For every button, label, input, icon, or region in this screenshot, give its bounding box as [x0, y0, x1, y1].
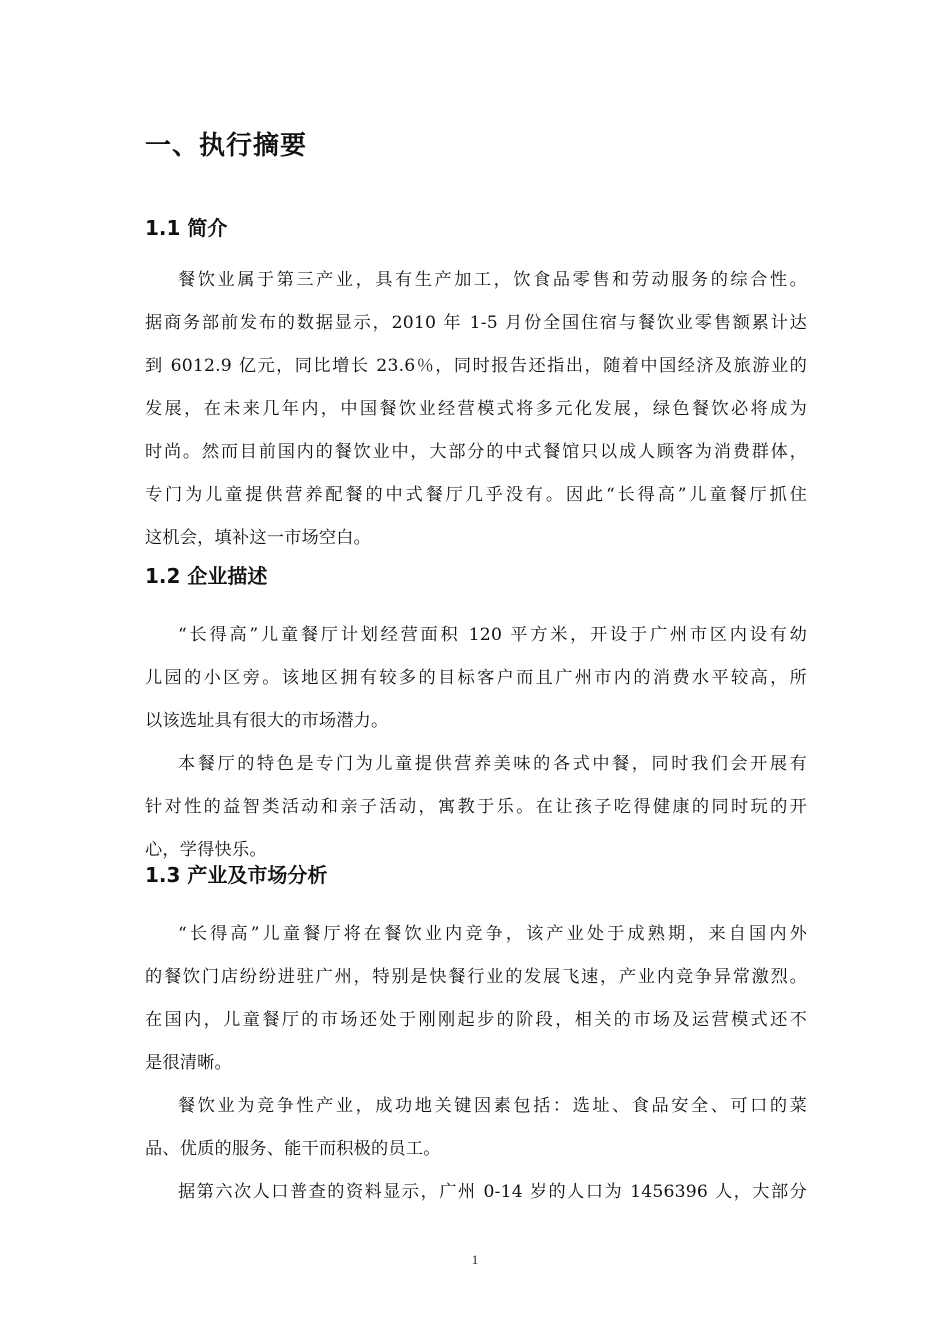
- section-title: 1.2 企业描述: [145, 564, 268, 588]
- section-company-description: [145, 560, 807, 872]
- section-title: 1.1 简介: [145, 216, 228, 240]
- paragraph: [145, 259, 807, 560]
- text-line: 餐饮业属于第三产业，具有生产加工，饮食品零售和劳动服务的综合性。: [178, 270, 807, 290]
- text-line: 心，学得快乐。: [145, 840, 267, 860]
- paragraph: [145, 1085, 807, 1171]
- section-intro: [145, 212, 807, 560]
- paragraph: [145, 913, 807, 1085]
- text-line: 据第六次人口普查的资料显示，广州 0-14 岁的人口为 1456396 人，大部分: [178, 1182, 807, 1202]
- text-line: 的餐饮门店纷纷进驻广州，特别是快餐行业的发展飞速，产业内竞争异常激烈。: [145, 967, 807, 987]
- paragraph: [145, 1171, 807, 1214]
- text-line: 餐饮业为竞争性产业，成功地关键因素包括：选址、食品安全、可口的菜: [178, 1096, 807, 1116]
- section-industry-market-analysis: [145, 859, 807, 1214]
- page-number: 1: [471, 1252, 479, 1267]
- text-line: 到 6012.9 亿元，同比增长 23.6％，同时报告还指出，随着中国经济及旅游业的: [145, 356, 807, 376]
- text-line: 本餐厅的特色是专门为儿童提供营养美味的各式中餐，同时我们会开展有: [178, 754, 807, 774]
- text-line: 专门为儿童提供营养配餐的中式餐厅几乎没有。因此“长得高”儿童餐厅抓住: [145, 485, 807, 505]
- text-line: 这机会，填补这一市场空白。: [145, 528, 372, 548]
- text-line: 时尚。然而目前国内的餐饮业中，大部分的中式餐馆只以成人顾客为消费群体，: [145, 442, 807, 462]
- section-title: 1.3 产业及市场分析: [145, 863, 328, 887]
- paragraph: [145, 743, 807, 872]
- text-line: 是很清晰。: [145, 1053, 232, 1073]
- text-line: 儿园的小区旁。该地区拥有较多的目标客户而且广州市内的消费水平较高，所: [145, 668, 807, 688]
- text-line: “长得高”儿童餐厅计划经营面积 120 平方米，开设于广州市区内设有幼: [178, 625, 807, 645]
- text-line: 品、优质的服务、能干而积极的员工。: [145, 1139, 441, 1159]
- paragraph: [145, 614, 807, 743]
- text-line: 在国内，儿童餐厅的市场还处于刚刚起步的阶段，相关的市场及运营模式还不: [145, 1010, 807, 1030]
- text-line: 针对性的益智类活动和亲子活动，寓教于乐。在让孩子吃得健康的同时玩的开: [145, 797, 807, 817]
- text-line: 发展，在未来几年内，中国餐饮业经营模式将多元化发展，绿色餐饮必将成为: [145, 399, 807, 419]
- text-line: “长得高”儿童餐厅将在餐饮业内竞争，该产业处于成熟期，来自国内外: [178, 924, 807, 944]
- chapter-title: 一、执行摘要: [145, 131, 308, 161]
- text-line: 据商务部前发布的数据显示，2010 年 1-5 月份全国住宿与餐饮业零售额累计达: [145, 313, 807, 333]
- text-line: 以该选址具有很大的市场潜力。: [145, 711, 389, 731]
